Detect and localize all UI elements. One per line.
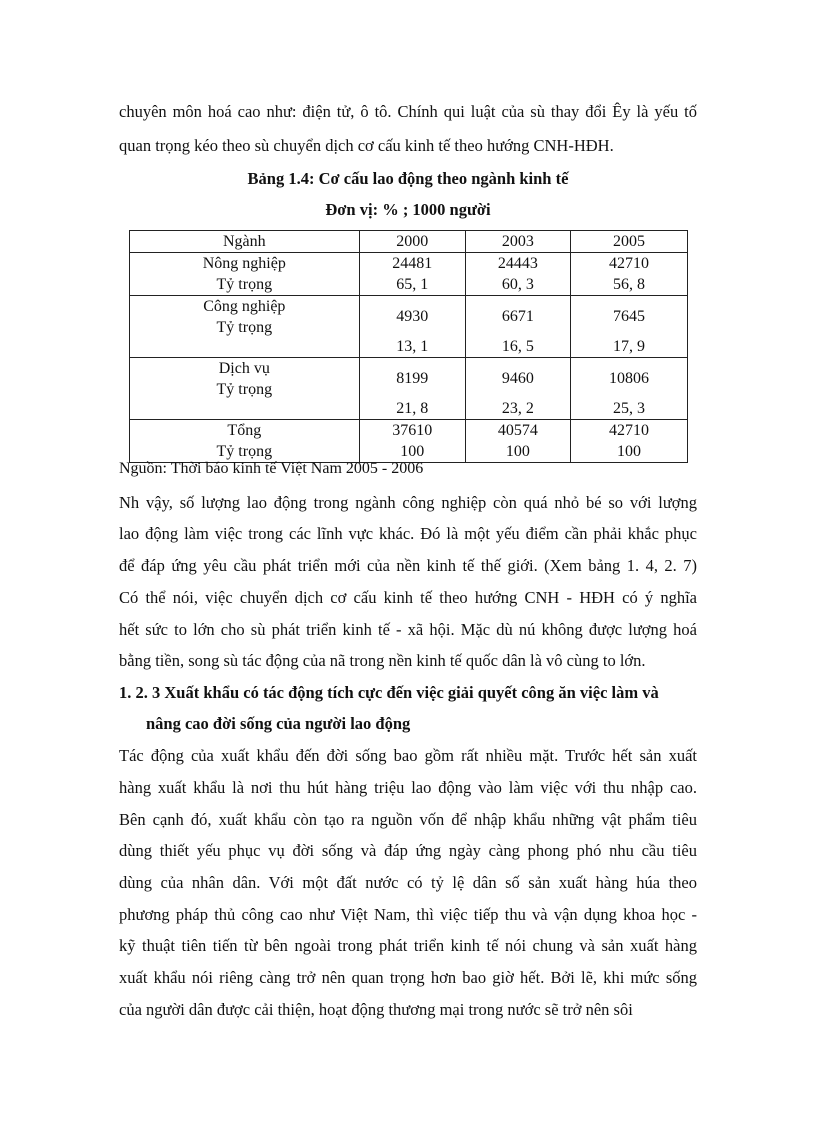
value-cell xyxy=(570,253,687,296)
sector-cell xyxy=(130,358,360,420)
table-title-label: Bảng 1.4: xyxy=(247,169,315,188)
body2-line-3: Bên cạnh đó, xuất khẩu còn tạo ra nguồn vốn để nhập khẩu những vật phẩm tiêu xyxy=(119,810,697,829)
intro-line-2: quan trọng kéo theo sù chuyển dịch cơ cấu kinh tế theo hướng CNH-HĐH. xyxy=(119,136,614,155)
section-heading-line-2: nâng cao đời sống của người lao động xyxy=(146,714,411,733)
sector-share-label: Tỷ trọng xyxy=(216,381,273,398)
labor-structure-table xyxy=(129,230,688,463)
table-row-services xyxy=(130,358,688,420)
sector-name: Công nghiệp xyxy=(203,298,286,315)
header-2003: 2003 xyxy=(465,231,570,253)
body2-line-2: hàng xuất khẩu là nơi thu hút hàng triệu lao động vào làm việc với thu nhập cao. xyxy=(119,778,697,797)
body1-line-5: hết sức to lớn cho sù phát triển kinh tế - xã hội. Mặc dù nú không được lượng hoá xyxy=(119,620,697,639)
table-unit xyxy=(0,200,816,220)
body1-line-6: bằng tiền, song sù tác động của nã trong nền kinh tế quốc dân là vô cùng to lớn. xyxy=(119,651,646,670)
value-2003: 40574 xyxy=(497,422,538,439)
value-2003: 9460 xyxy=(501,370,534,387)
value-cell xyxy=(465,420,570,463)
share-2005: 25, 3 xyxy=(612,400,645,417)
value-2003: 24443 xyxy=(497,255,538,272)
share-2000: 65, 1 xyxy=(396,276,429,293)
share-2003: 16, 5 xyxy=(501,338,534,355)
value-2000: 4930 xyxy=(396,308,429,325)
table-header-row xyxy=(130,231,688,253)
share-2005: 100 xyxy=(616,443,641,460)
table-title-text: Cơ cấu lao động theo ngành kinh tế xyxy=(314,169,569,188)
sector-share-label: Tỷ trọng xyxy=(216,276,273,293)
sector-name: Nông nghiệp xyxy=(202,255,286,272)
value-2000: 37610 xyxy=(392,422,433,439)
value-2000: 24481 xyxy=(392,255,433,272)
value-2005: 10806 xyxy=(608,370,649,387)
table-unit-text: % ; 1000 người xyxy=(378,200,491,219)
table-source: Nguồn: Thời báo kinh tế Việt Nam 2005 - 2006 xyxy=(119,460,424,477)
value-cell xyxy=(359,253,465,296)
table-row-total xyxy=(130,420,688,463)
share-2000: 100 xyxy=(400,443,425,460)
sector-cell xyxy=(130,253,360,296)
table-unit-label: Đơn vị: xyxy=(325,200,379,219)
value-cell xyxy=(570,296,687,358)
share-2005: 17, 9 xyxy=(612,338,645,355)
value-cell xyxy=(570,420,687,463)
value-2000: 8199 xyxy=(396,370,429,387)
body1-line-3: để đáp ứng yêu cầu phát triển mới của nền kinh tế thế giới. (Xem bảng 1. 4, 2. 7) xyxy=(119,556,697,575)
body2-line-5: dùng của nhân dân. Với một đất nước có tỷ lệ dân số sản xuất hàng húa theo xyxy=(119,873,697,892)
table-title xyxy=(0,169,816,189)
value-2005: 42710 xyxy=(608,422,649,439)
value-cell xyxy=(359,420,465,463)
share-2003: 23, 2 xyxy=(501,400,534,417)
share-2003: 60, 3 xyxy=(501,276,534,293)
share-2005: 56, 8 xyxy=(612,276,645,293)
body2-line-1: Tác động của xuất khẩu đến đời sống bao gồm rất nhiều mặt. Trước hết sản xuất xyxy=(119,746,697,765)
body2-line-9: của người dân được cải thiện, hoạt động thương mại trong nước sẽ trở nên sôi xyxy=(119,1000,633,1019)
table-row-industry xyxy=(130,296,688,358)
body2-line-4: dùng thiết yếu phục vụ đời sống và đáp ứng ngày càng phong phó nhu cầu tiêu xyxy=(119,841,697,860)
value-cell xyxy=(465,253,570,296)
share-2000: 13, 1 xyxy=(396,338,429,355)
value-cell xyxy=(465,358,570,420)
body1-line-1: Nh vậy, số lượng lao động trong ngành công nghiệp còn quá nhỏ bé so với lượng xyxy=(119,493,697,512)
body1-line-4: Có thể nói, việc chuyển dịch cơ cấu kinh tế theo hướng CNH - HĐH có ý nghĩa xyxy=(119,588,697,607)
sector-share-label: Tỷ trọng xyxy=(216,443,273,460)
sector-share-label: Tỷ trọng xyxy=(216,319,273,336)
value-2005: 7645 xyxy=(612,308,645,325)
body2-line-8: xuất khẩu nói riêng càng trở nên quan trọng hơn bao giờ hết. Bởi lẽ, khi mức sống xyxy=(119,968,697,987)
sector-name: Tổng xyxy=(227,422,262,439)
header-2005: 2005 xyxy=(570,231,687,253)
sector-cell xyxy=(130,296,360,358)
share-2003: 100 xyxy=(505,443,530,460)
value-cell xyxy=(359,358,465,420)
body2-line-7: kỹ thuật tiên tiến từ bên ngoài trong phát triển kinh tế nói chung và sản xuất hàng xyxy=(119,936,697,955)
header-2000: 2000 xyxy=(359,231,465,253)
sector-cell xyxy=(130,420,360,463)
table-row-agriculture xyxy=(130,253,688,296)
value-cell xyxy=(570,358,687,420)
value-2005: 42710 xyxy=(608,255,649,272)
value-cell xyxy=(465,296,570,358)
section-heading-line-1: 1. 2. 3 Xuất khẩu có tác động tích cực đến việc giải quyết công ăn việc làm và xyxy=(119,683,659,702)
body1-line-2: lao động làm việc trong các lĩnh vực khác. Đó là một yếu điểm cần phải khắc phục xyxy=(119,524,697,543)
body2-line-6: phương pháp thủ công cao như Việt Nam, thì việc tiếp thu và vận dụng khoa học - xyxy=(119,905,697,924)
value-2003: 6671 xyxy=(501,308,534,325)
sector-name: Dịch vụ xyxy=(218,360,270,377)
share-2000: 21, 8 xyxy=(396,400,429,417)
intro-line-1: chuyên môn hoá cao như: điện tử, ô tô. Chính qui luật của sù thay đổi Êy là yếu tố xyxy=(119,102,697,121)
header-sector: Ngành xyxy=(130,231,360,253)
value-cell xyxy=(359,296,465,358)
